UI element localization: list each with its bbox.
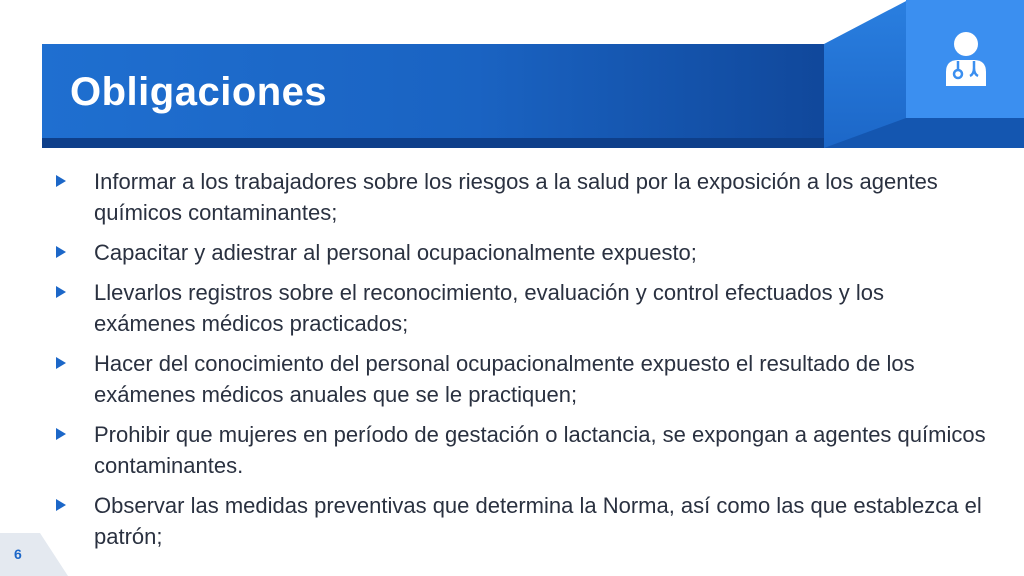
list-item xyxy=(56,490,986,552)
list-item xyxy=(56,277,986,339)
triangle-bullet-icon xyxy=(56,286,66,298)
bullet-text: Prohibir que mujeres en período de gestación o lactancia, se expongan a agentes químicos contaminantes. xyxy=(94,422,986,478)
bullet-text: Observar las medidas preventivas que determina la Norma, así como las que establezca el patrón; xyxy=(94,493,982,549)
page-title: Obligaciones xyxy=(70,70,328,114)
triangle-bullet-icon xyxy=(56,246,66,258)
doctor-icon xyxy=(942,30,990,88)
triangle-bullet-icon xyxy=(56,175,66,187)
list-item xyxy=(56,166,986,228)
bullet-text: Hacer del conocimiento del personal ocupacionalmente expuesto el resultado de los exámenes médicos anuales que se le practiquen; xyxy=(94,351,915,407)
bullet-text: Capacitar y adiestrar al personal ocupacionalmente expuesto; xyxy=(94,240,697,265)
page-number: 6 xyxy=(14,546,22,562)
title-band-shadow xyxy=(42,138,828,148)
list-item xyxy=(56,348,986,410)
triangle-bullet-icon xyxy=(56,357,66,369)
bullet-list xyxy=(56,166,986,561)
bullet-text: Informar a los trabajadores sobre los riesgos a la salud por la exposición a los agentes químicos contaminantes; xyxy=(94,169,938,225)
triangle-bullet-icon xyxy=(56,428,66,440)
bullet-text: Llevarlos registros sobre el reconocimiento, evaluación y control efectuados y los exámenes médicos practicados; xyxy=(94,280,884,336)
triangle-bullet-icon xyxy=(56,499,66,511)
list-item xyxy=(56,419,986,481)
list-item xyxy=(56,237,986,268)
